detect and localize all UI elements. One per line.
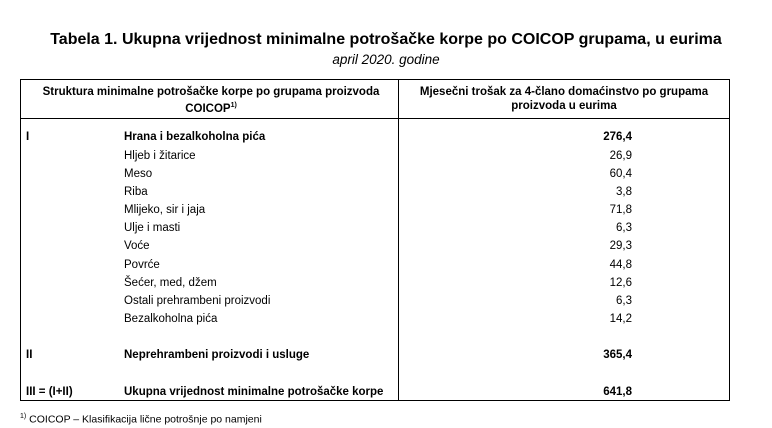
row-group-number: I — [26, 131, 30, 143]
row-label: Ostali prehrambeni proizvodi — [124, 295, 271, 307]
row-label: Ukupna vrijednost minimalne potrošačke korpe — [124, 386, 384, 398]
row-value: 60,4 — [609, 168, 632, 180]
table-row — [20, 168, 730, 186]
table-subtitle: april 2020. godine — [332, 52, 440, 67]
row-label: Povrće — [124, 259, 160, 271]
row-label: Hrana i bezalkoholna pića — [124, 131, 266, 143]
column-header-cost: Mjesečni trošak za 4-člano domaćinstvo po grupama proizvoda u eurima — [419, 86, 709, 112]
row-label: Neprehrambeni proizvodi i usluge — [124, 349, 310, 361]
footnote-marker: 1) — [230, 102, 237, 109]
row-value: 26,9 — [609, 150, 632, 162]
column-header-structure-text: Struktura minimalne potrošačke korpe po grupama proizvoda COICOP — [42, 86, 380, 115]
table-row — [20, 131, 730, 149]
footnote-text: COICOP – Klasifikacija lične potrošnje po namjeni — [26, 413, 262, 426]
table-row — [20, 222, 730, 240]
footnote — [20, 413, 262, 426]
row-value: 276,4 — [603, 131, 632, 143]
row-label: Ulje i masti — [124, 222, 181, 234]
table-row — [20, 204, 730, 222]
table-row — [20, 240, 730, 258]
row-value: 365,4 — [603, 349, 632, 361]
column-header-structure — [36, 85, 386, 116]
row-label: Voće — [124, 240, 150, 252]
table-row — [20, 313, 730, 331]
table-row — [20, 295, 730, 313]
row-value: 71,8 — [609, 204, 632, 216]
row-label: Riba — [124, 186, 148, 198]
row-value: 6,3 — [616, 222, 632, 234]
table-row — [20, 349, 730, 367]
table-row — [20, 186, 730, 204]
row-group-number: III = (I+II) — [26, 386, 73, 398]
row-value: 44,8 — [609, 259, 632, 271]
row-label: Bezalkoholna pića — [124, 313, 218, 325]
table-row — [20, 386, 730, 404]
row-value: 29,3 — [609, 240, 632, 252]
table-row — [20, 259, 730, 277]
row-value: 12,6 — [609, 277, 632, 289]
table-row — [20, 277, 730, 295]
footnote-marker: 1) — [20, 413, 27, 420]
row-value: 14,2 — [609, 313, 632, 325]
row-label: Meso — [124, 168, 153, 180]
row-value: 6,3 — [616, 295, 632, 307]
row-value: 641,8 — [603, 386, 632, 398]
row-label: Hljeb i žitarice — [124, 150, 196, 162]
row-label: Šećer, med, džem — [124, 277, 217, 289]
table-title: Tabela 1. Ukupna vrijednost minimalne potrošačke korpe po COICOP grupama, u eurima — [50, 31, 722, 48]
table-row — [20, 150, 730, 168]
header-separator — [20, 118, 730, 119]
row-label: Mlijeko, sir i jaja — [124, 204, 206, 216]
row-value: 3,8 — [616, 186, 632, 198]
row-group-number: II — [26, 349, 33, 361]
